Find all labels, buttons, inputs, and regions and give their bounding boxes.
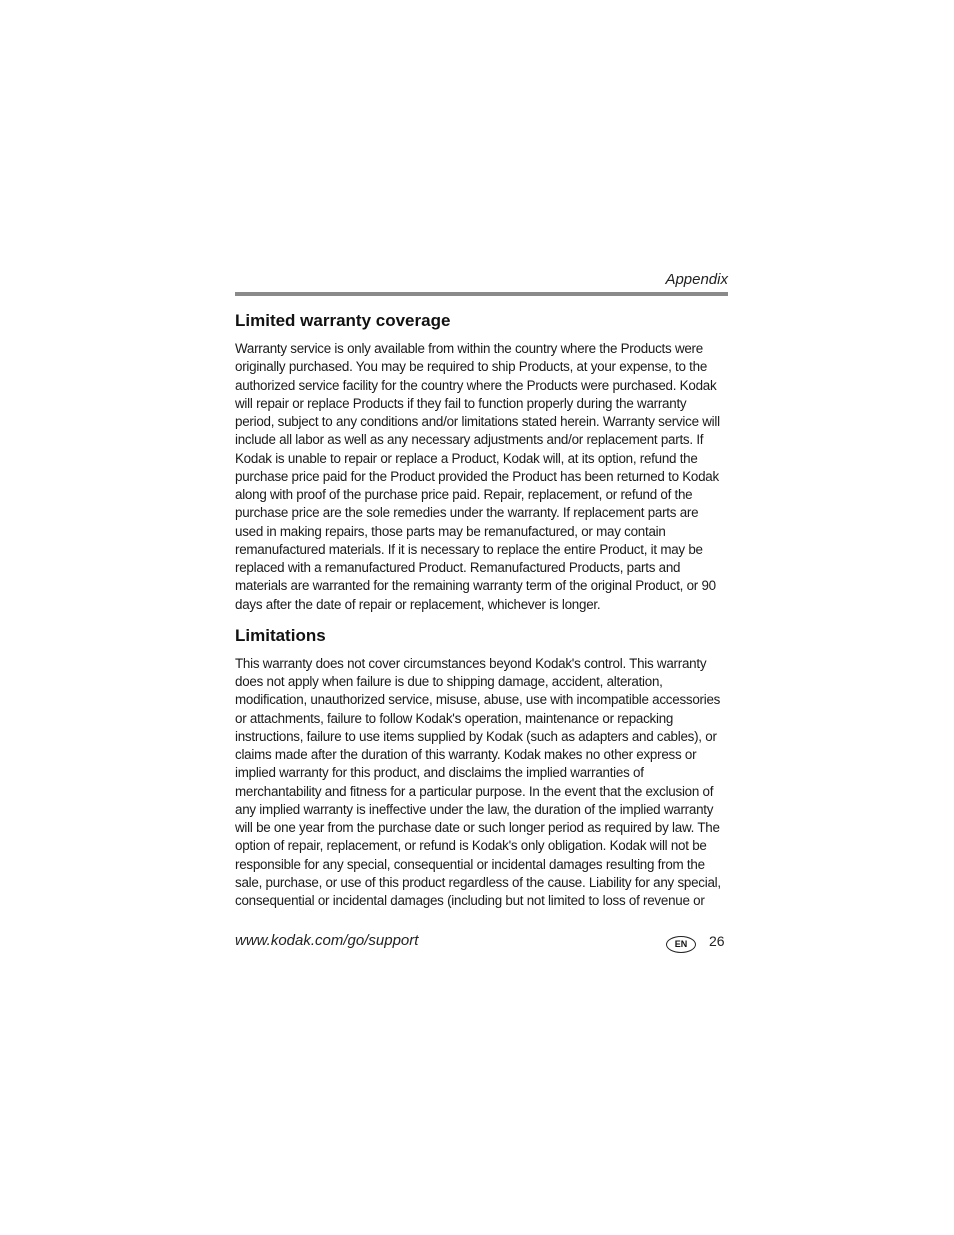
support-url: www.kodak.com/go/support [235,932,419,949]
section-limitations [235,623,728,911]
section-heading: Limited warranty coverage [235,311,451,330]
page-content [235,308,728,910]
language-badge: EN [666,936,696,953]
section-body: This warranty does not cover circumstances beyond Kodak's control. This warranty does not apply when failure is due to shipping damage, accident, alteration, modification, unauthorized service, misuse, abuse, use with incompatible accessories or attachments, failure to follow Kodak's operation, maintenance or repacking instructions, failure to use items supplied by Kodak (such as adapters and cables), or claims made after the duration of this warranty. Kodak makes no other express or implied warranty for this product, and disclaims the implied warranties of merchantability and fitness for a particular purpose. In the event that the exclusion of any implied warranty is ineffective under the law, the duration of the implied warranty will be one year from the purchase date or such longer period as required by law. The option of repair, replacement, or refund is Kodak's only obligation. Kodak will not be responsible for any special, consequential or incidental damages resulting from the sale, purchase, or use of this product regardless of the cause. Liability for any special, consequential or incidental damages (including but not limited to loss of revenue or [235,655,721,908]
page-number: 26 [709,933,725,949]
section-limited-warranty-coverage [235,308,728,614]
section-heading: Limitations [235,625,326,645]
header-divider [235,292,728,296]
section-body: Warranty service is only available from within the country where the Products were originally purchased. You may be required to ship Products, at your expense, to the authorized service facility for the country where the Products were purchased. Kodak will repair or replace Products if they fail to function properly during the warranty period, subject to any conditions and/or limitations stated herein. Warranty service will include all labor as well as any necessary adjustments and/or replacement parts. If Kodak is unable to repair or replace a Product, Kodak will, at its option, refund the purchase price paid for the Product provided the Product has been returned to Kodak along with proof of the purchase price paid. Repair, replacement, or refund of the purchase price are the sole remedies under the warranty. If replacement parts are used in making repairs, those parts may be remanufactured, or may contain remanufactured materials. If it is necessary to replace the entire Product, it may be replaced with a remanufactured Product. Remanufactured Products, parts and materials are warranted for the remaining warranty term of the original Product, or 90 days after the date of repair or replacement, whichever is longer. [235,341,720,612]
running-header: Appendix [665,271,728,288]
